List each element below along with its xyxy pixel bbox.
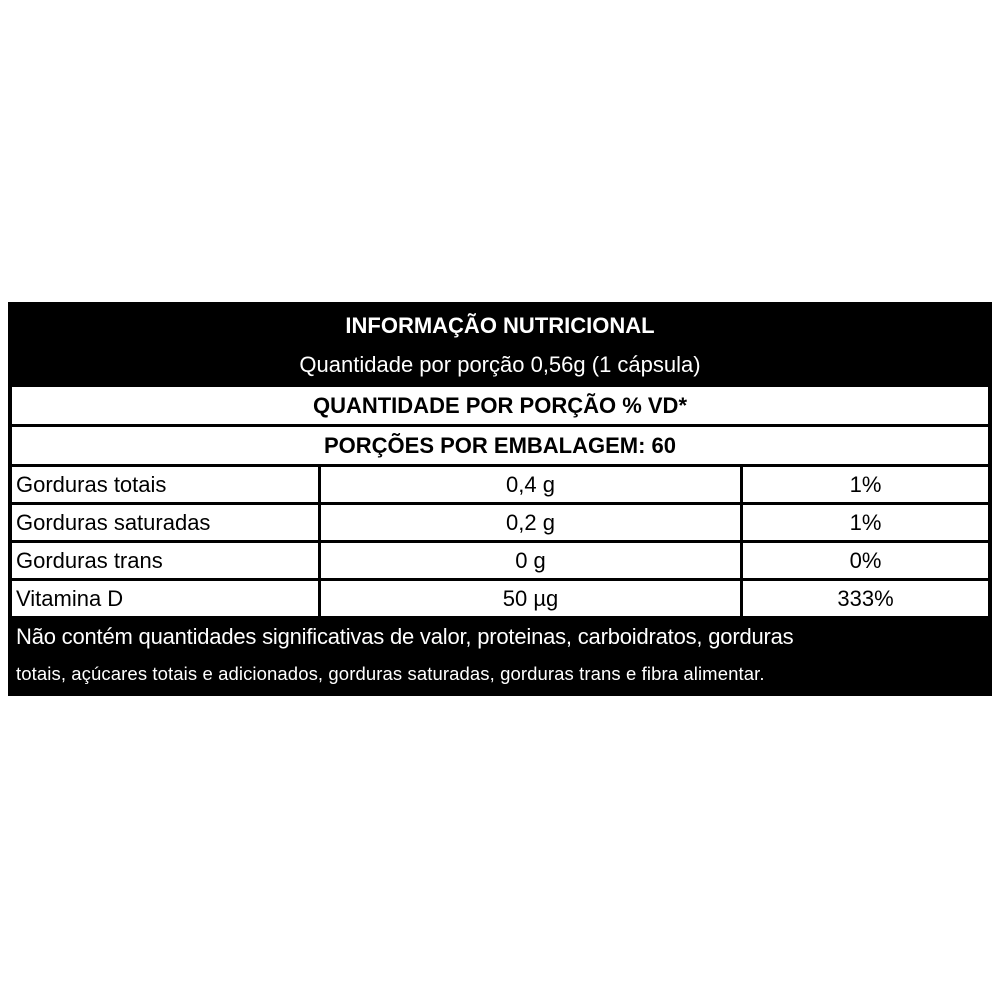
nutrient-name: Gorduras saturadas	[12, 505, 318, 540]
nutrient-amount: 0,2 g	[321, 505, 740, 540]
nutrient-amount: 0,4 g	[321, 467, 740, 502]
daily-value: 333%	[743, 581, 988, 616]
footnote-line: Não contém quantidades significativas de valor, proteinas, carboidratos, gorduras	[16, 624, 794, 649]
nutrient-amount: 50 µg	[321, 581, 740, 616]
serving-size: Quantidade por porção 0,56g (1 cápsula)	[299, 352, 701, 377]
table-row	[12, 581, 988, 616]
daily-value: 1%	[743, 467, 988, 502]
daily-value: 0%	[743, 543, 988, 578]
table-row	[12, 505, 988, 540]
footnote-line: totais, açúcares totais e adicionados, gorduras saturadas, gorduras trans e fibra alimentar.	[16, 663, 765, 684]
nutrient-name: Vitamina D	[12, 581, 318, 616]
quantity-header: QUANTIDADE POR PORÇÃO % VD*	[12, 387, 988, 424]
nutrient-name: Gorduras totais	[12, 467, 318, 502]
daily-value: 1%	[743, 505, 988, 540]
label-title: INFORMAÇÃO NUTRICIONAL	[345, 313, 655, 338]
footnote	[16, 620, 988, 694]
nutrient-name: Gorduras trans	[12, 543, 318, 578]
header-block	[8, 302, 992, 384]
nutrient-amount: 0 g	[321, 543, 740, 578]
table-row	[12, 543, 988, 578]
servings-per-package: PORÇÕES POR EMBALAGEM: 60	[12, 427, 988, 464]
table-row	[12, 467, 988, 502]
nutrition-facts-panel	[8, 302, 992, 696]
